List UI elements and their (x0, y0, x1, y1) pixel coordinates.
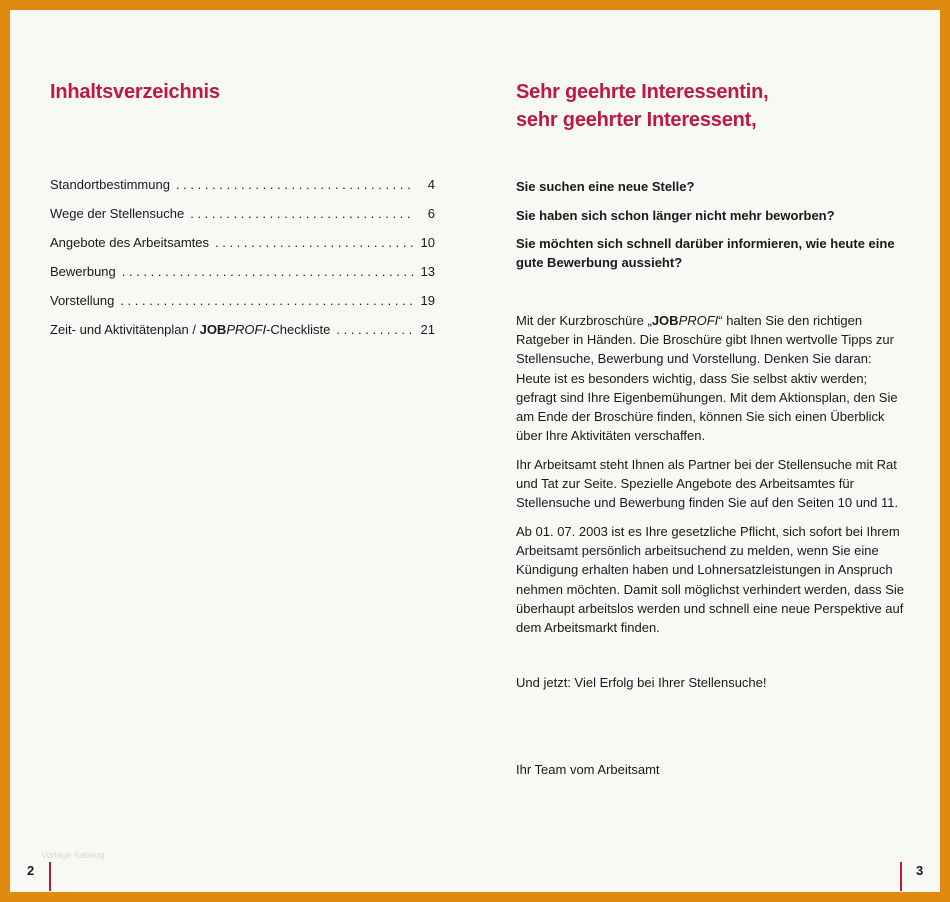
question-text: Sie möchten sich schnell darüber informieren, wie heute eine gute Bewerbung aussieht? (516, 236, 895, 270)
page-number-right: 3 (916, 863, 924, 878)
jobprofi-italic: PROFI (226, 322, 267, 337)
toc-leader-dots (215, 235, 415, 250)
table-of-contents (50, 177, 435, 351)
toc-entry-label: Bewerbung (50, 264, 116, 279)
toc-entry-page: 10 (420, 235, 435, 250)
intro-questions (516, 177, 906, 282)
brochure-spread (10, 10, 940, 892)
paragraph-intro-suffix: “ halten Sie den richtigen Ratgeber in Händen. Die Broschüre gibt Ihnen wertvolle Tipps zur Stellensuche, Bewerbung und Vorstellung. Denken Sie daran: Heute ist es besonders wichtig, dass Sie selbst aktiv werden; gefragt sind Ihre Eigenbemühungen. Mit dem Aktionsplan, den Sie am Ende der Broschüre finden, können Sie sich einen Überblick über Ihre Aktivitäten verschaffen. (516, 313, 898, 444)
toc-entry-page: 13 (420, 264, 435, 279)
toc-leader-dots (336, 322, 414, 337)
toc-entry[interactable] (50, 235, 435, 264)
paragraph-intro-prefix: Mit der Kurzbroschüre „ (516, 313, 652, 328)
page-number-left: 2 (27, 863, 35, 878)
toc-entry[interactable] (50, 322, 435, 351)
toc-entry-label: Angebote des Arbeitsamtes (50, 235, 209, 250)
toc-entry-label (50, 322, 330, 337)
question-text: Sie haben sich schon länger nicht mehr beworben? (516, 207, 835, 223)
toc-entry[interactable] (50, 206, 435, 235)
toc-title: Inhaltsverzeichnis (50, 81, 220, 103)
toc-entry-page: 19 (420, 293, 435, 308)
toc-entry[interactable] (50, 293, 435, 322)
toc-entry-label: Vorstellung (50, 293, 115, 308)
toc-entry-page: 6 (427, 206, 435, 221)
paragraph-obligation: Ab 01. 07. 2003 ist es Ihre gesetzliche Pflicht, sich sofort bei Ihrem Arbeitsamt persönlich arbeitsuchend zu melden, wenn Sie eine Kündigung erhalten haben und Lohnersatzleistungen in Anspruch nehmen möchten. Damit soll möglichst verhindert werden, dass Sie überhaupt arbeitslos werden und schnell eine neue Perspektive auf dem Arbeitsmarkt finden. (516, 524, 905, 636)
toc-entry-label: Standortbestimmung (50, 177, 170, 192)
signature-text: Ihr Team vom Arbeitsamt (516, 762, 660, 777)
body-text (516, 311, 908, 647)
paragraph-intro (516, 311, 908, 445)
greeting-heading (516, 78, 768, 134)
page-number-divider-right (900, 862, 902, 891)
toc-entry-label: Wege der Stellensuche (50, 206, 185, 221)
toc-entry-page: 21 (420, 322, 435, 337)
greeting-line-1: Sehr geehrte Interessentin, (516, 81, 769, 103)
jobprofi-bold: JOB (199, 322, 227, 337)
toc-leader-dots (120, 293, 414, 308)
watermark-text: Vorlage Katalog (41, 850, 105, 860)
greeting-line-2: sehr geehrter Interessent, (516, 109, 757, 131)
toc-leader-dots (176, 177, 415, 192)
toc-leader-dots (190, 206, 415, 221)
question-text: Sie suchen eine neue Stelle? (516, 179, 695, 194)
page-number-divider-left (49, 862, 51, 891)
toc-entry[interactable] (50, 177, 435, 206)
toc-entry[interactable] (50, 264, 435, 293)
toc-entry-label-prefix: Zeit- und Aktivitätenplan / (50, 322, 200, 337)
jobprofi-bold: JOB (651, 313, 679, 328)
toc-entry-page: 4 (427, 177, 435, 192)
jobprofi-italic: PROFI (678, 313, 719, 328)
toc-leader-dots (122, 264, 415, 279)
paragraph-partner: Ihr Arbeitsamt steht Ihnen als Partner bei der Stellensuche mit Rat und Tat zur Seite. Spezielle Angebote des Arbeitsamtes für Stellensuche und Bewerbung finden Sie auf den Seiten 10 und 11. (516, 456, 899, 511)
toc-entry-label-suffix: -Checkliste (266, 322, 331, 337)
closing-text: Und jetzt: Viel Erfolg bei Ihrer Stellensuche! (516, 675, 767, 690)
